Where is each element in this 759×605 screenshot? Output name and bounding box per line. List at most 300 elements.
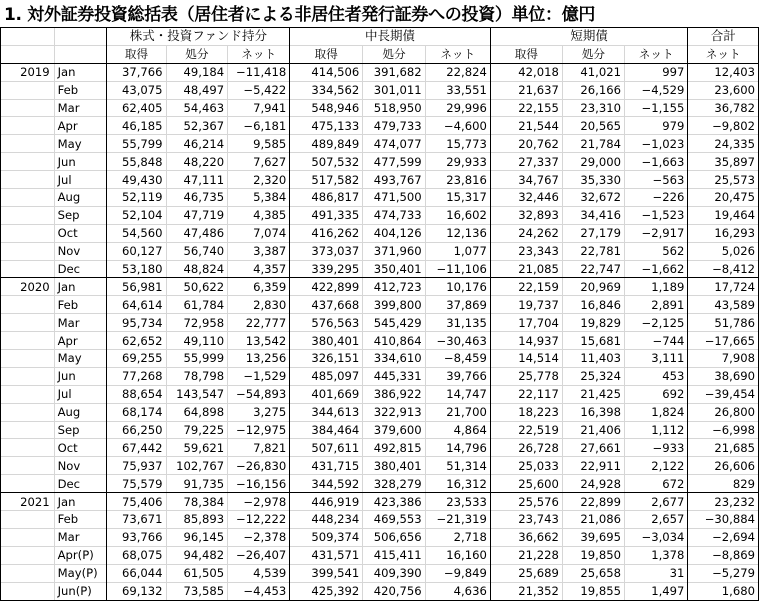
- cell-long-net: 4,636: [425, 582, 490, 600]
- cell-stocks-disposal: 46,214: [166, 135, 228, 153]
- cell-long-disposal: 492,815: [363, 439, 425, 457]
- cell-total-net: 36,782: [688, 99, 759, 117]
- cell-total-net: 20,475: [688, 189, 759, 207]
- cell-short-net: 979: [624, 117, 687, 135]
- cell-long-net: 33,551: [425, 81, 490, 99]
- cell-short-acquisition: 21,085: [490, 260, 562, 278]
- cell-long-net: 12,136: [425, 224, 490, 242]
- cell-short-net: −4,529: [624, 81, 687, 99]
- table-row: [1, 117, 759, 135]
- cell-short-net: 562: [624, 242, 687, 260]
- cell-short-net: 31: [624, 564, 687, 582]
- table-row: [1, 278, 759, 296]
- cell-long-net: 4,864: [425, 421, 490, 439]
- cell-long-acquisition: 517,582: [290, 171, 363, 189]
- cell-stocks-acquisition: 68,075: [107, 546, 166, 564]
- cell-short-net: −3,034: [624, 528, 687, 546]
- table-row: [1, 260, 759, 278]
- cell-stocks-disposal: 73,585: [166, 582, 228, 600]
- table-row: [1, 528, 759, 546]
- cell-short-acquisition: 22,159: [490, 278, 562, 296]
- month-cell: May(P): [54, 564, 107, 582]
- cell-stocks-acquisition: 69,132: [107, 582, 166, 600]
- sub-header-long-net: ネット: [425, 45, 490, 63]
- cell-short-acquisition: 25,033: [490, 457, 562, 475]
- month-cell: Jan: [54, 278, 107, 296]
- year-cell: [1, 242, 55, 260]
- cell-long-net: 14,796: [425, 439, 490, 457]
- table-row: [1, 403, 759, 421]
- cell-total-net: −30,884: [688, 511, 759, 529]
- cell-stocks-disposal: 61,784: [166, 296, 228, 314]
- cell-long-net: 1,077: [425, 242, 490, 260]
- table-title: 1. 対外証券投資総括表（居住者による非居住者発行証券への投資）単位：億円: [4, 5, 596, 25]
- table-row: [1, 153, 759, 171]
- year-cell: 2020: [1, 278, 55, 296]
- table-row: [1, 564, 759, 582]
- cell-short-disposal: 20,565: [562, 117, 624, 135]
- cell-total-net: 829: [688, 475, 759, 493]
- cell-short-disposal: 16,846: [562, 296, 624, 314]
- cell-total-net: 26,606: [688, 457, 759, 475]
- cell-long-net: 2,718: [425, 528, 490, 546]
- year-cell: [1, 296, 55, 314]
- cell-long-disposal: 412,723: [363, 278, 425, 296]
- sub-header-long-acquisition: 取得: [290, 45, 363, 63]
- cell-long-net: 29,933: [425, 153, 490, 171]
- year-cell: [1, 385, 55, 403]
- cell-stocks-acquisition: 55,799: [107, 135, 166, 153]
- cell-stocks-disposal: 56,740: [166, 242, 228, 260]
- header-blank: [54, 45, 107, 63]
- cell-stocks-net: 2,320: [228, 171, 290, 189]
- month-cell: Apr: [54, 117, 107, 135]
- cell-short-disposal: 26,166: [562, 81, 624, 99]
- cell-short-net: 2,677: [624, 493, 687, 511]
- cell-short-disposal: 27,661: [562, 439, 624, 457]
- cell-long-disposal: 469,553: [363, 511, 425, 529]
- cell-short-acquisition: 32,893: [490, 206, 562, 224]
- cell-short-net: 453: [624, 367, 687, 385]
- cell-short-net: −1,023: [624, 135, 687, 153]
- month-cell: Dec: [54, 475, 107, 493]
- cell-long-net: 16,160: [425, 546, 490, 564]
- year-cell: [1, 224, 55, 242]
- table-row: [1, 475, 759, 493]
- year-cell: [1, 332, 55, 350]
- cell-stocks-disposal: 48,497: [166, 81, 228, 99]
- cell-stocks-disposal: 47,719: [166, 206, 228, 224]
- cell-long-acquisition: 326,151: [290, 350, 363, 368]
- group-header-stocks: 株式・投資ファンド持分: [107, 28, 290, 46]
- cell-long-acquisition: 509,374: [290, 528, 363, 546]
- cell-total-net: 24,335: [688, 135, 759, 153]
- cell-stocks-acquisition: 62,652: [107, 332, 166, 350]
- cell-stocks-net: −11,418: [228, 63, 290, 81]
- sub-header-stocks-acquisition: 取得: [107, 45, 166, 63]
- cell-short-acquisition: 24,262: [490, 224, 562, 242]
- cell-total-net: −17,665: [688, 332, 759, 350]
- cell-short-acquisition: 14,514: [490, 350, 562, 368]
- cell-short-net: 997: [624, 63, 687, 81]
- cell-short-disposal: 27,179: [562, 224, 624, 242]
- cell-stocks-disposal: 91,735: [166, 475, 228, 493]
- sub-header-short-acquisition: 取得: [490, 45, 562, 63]
- cell-stocks-disposal: 102,767: [166, 457, 228, 475]
- table-row: [1, 135, 759, 153]
- table-row: [1, 99, 759, 117]
- cell-stocks-net: 4,357: [228, 260, 290, 278]
- cell-long-acquisition: 425,392: [290, 582, 363, 600]
- cell-stocks-acquisition: 95,734: [107, 314, 166, 332]
- table-row: [1, 350, 759, 368]
- cell-stocks-net: 6,359: [228, 278, 290, 296]
- cell-long-net: −9,849: [425, 564, 490, 582]
- cell-long-acquisition: 380,401: [290, 332, 363, 350]
- cell-long-acquisition: 373,037: [290, 242, 363, 260]
- header-blank: [1, 28, 55, 46]
- month-cell: Nov: [54, 457, 107, 475]
- year-cell: [1, 367, 55, 385]
- cell-long-disposal: 380,401: [363, 457, 425, 475]
- cell-stocks-net: 7,821: [228, 439, 290, 457]
- cell-short-disposal: 25,658: [562, 564, 624, 582]
- month-cell: Sep: [54, 206, 107, 224]
- cell-short-disposal: 22,911: [562, 457, 624, 475]
- month-cell: Feb: [54, 296, 107, 314]
- cell-short-disposal: 22,747: [562, 260, 624, 278]
- cell-stocks-disposal: 47,486: [166, 224, 228, 242]
- cell-stocks-acquisition: 88,654: [107, 385, 166, 403]
- cell-stocks-disposal: 48,824: [166, 260, 228, 278]
- cell-stocks-net: −16,156: [228, 475, 290, 493]
- cell-total-net: 19,464: [688, 206, 759, 224]
- month-cell: Mar: [54, 314, 107, 332]
- table-row: [1, 493, 759, 511]
- cell-short-acquisition: 17,704: [490, 314, 562, 332]
- cell-long-acquisition: 486,817: [290, 189, 363, 207]
- sub-header-short-net: ネット: [624, 45, 687, 63]
- cell-total-net: 51,786: [688, 314, 759, 332]
- cell-short-acquisition: 25,576: [490, 493, 562, 511]
- sub-header-stocks-net: ネット: [228, 45, 290, 63]
- cell-stocks-acquisition: 52,104: [107, 206, 166, 224]
- cell-stocks-acquisition: 43,075: [107, 81, 166, 99]
- cell-long-net: 39,766: [425, 367, 490, 385]
- cell-short-net: 3,111: [624, 350, 687, 368]
- month-cell: Jul: [54, 385, 107, 403]
- cell-short-disposal: 23,310: [562, 99, 624, 117]
- cell-stocks-acquisition: 56,981: [107, 278, 166, 296]
- cell-stocks-net: 3,387: [228, 242, 290, 260]
- cell-long-net: 15,317: [425, 189, 490, 207]
- cell-short-acquisition: 21,352: [490, 582, 562, 600]
- cell-long-net: 16,602: [425, 206, 490, 224]
- month-cell: Jan: [54, 493, 107, 511]
- cell-short-disposal: 21,784: [562, 135, 624, 153]
- cell-short-net: 1,497: [624, 582, 687, 600]
- sub-header-total-net: ネット: [688, 45, 759, 63]
- cell-short-net: 692: [624, 385, 687, 403]
- cell-short-acquisition: 25,600: [490, 475, 562, 493]
- month-cell: May: [54, 135, 107, 153]
- cell-short-net: −2,125: [624, 314, 687, 332]
- month-cell: Nov: [54, 242, 107, 260]
- cell-stocks-acquisition: 73,671: [107, 511, 166, 529]
- table-row: [1, 582, 759, 600]
- cell-stocks-acquisition: 75,406: [107, 493, 166, 511]
- cell-short-acquisition: 21,544: [490, 117, 562, 135]
- year-cell: [1, 582, 55, 600]
- cell-short-acquisition: 34,767: [490, 171, 562, 189]
- cell-stocks-net: 7,074: [228, 224, 290, 242]
- cell-short-net: −2,917: [624, 224, 687, 242]
- cell-short-acquisition: 19,737: [490, 296, 562, 314]
- year-cell: [1, 457, 55, 475]
- cell-short-net: −744: [624, 332, 687, 350]
- cell-stocks-disposal: 78,384: [166, 493, 228, 511]
- sub-header-stocks-disposal: 処分: [166, 45, 228, 63]
- cell-stocks-acquisition: 55,848: [107, 153, 166, 171]
- cell-short-disposal: 22,781: [562, 242, 624, 260]
- cell-long-disposal: 474,077: [363, 135, 425, 153]
- cell-short-disposal: 20,969: [562, 278, 624, 296]
- table-row: [1, 546, 759, 564]
- cell-long-acquisition: 548,946: [290, 99, 363, 117]
- cell-total-net: 12,403: [688, 63, 759, 81]
- cell-long-net: 29,996: [425, 99, 490, 117]
- cell-total-net: 1,680: [688, 582, 759, 600]
- cell-short-acquisition: 42,018: [490, 63, 562, 81]
- cell-short-net: 2,657: [624, 511, 687, 529]
- cell-long-disposal: 420,756: [363, 582, 425, 600]
- month-cell: Oct: [54, 439, 107, 457]
- table-row: [1, 511, 759, 529]
- cell-short-disposal: 11,403: [562, 350, 624, 368]
- cell-total-net: 5,026: [688, 242, 759, 260]
- cell-long-acquisition: 334,562: [290, 81, 363, 99]
- cell-stocks-disposal: 59,621: [166, 439, 228, 457]
- cell-stocks-acquisition: 68,174: [107, 403, 166, 421]
- month-cell: Mar: [54, 99, 107, 117]
- table-row: [1, 242, 759, 260]
- cell-long-acquisition: 431,571: [290, 546, 363, 564]
- cell-long-acquisition: 344,613: [290, 403, 363, 421]
- table-row: [1, 81, 759, 99]
- month-cell: Aug: [54, 403, 107, 421]
- cell-total-net: 16,293: [688, 224, 759, 242]
- cell-stocks-net: −6,181: [228, 117, 290, 135]
- cell-stocks-acquisition: 67,442: [107, 439, 166, 457]
- table-row: [1, 224, 759, 242]
- year-cell: [1, 511, 55, 529]
- month-cell: Jun: [54, 153, 107, 171]
- cell-stocks-net: 7,941: [228, 99, 290, 117]
- cell-long-disposal: 477,599: [363, 153, 425, 171]
- month-cell: Feb: [54, 511, 107, 529]
- month-cell: Apr(P): [54, 546, 107, 564]
- cell-stocks-acquisition: 49,430: [107, 171, 166, 189]
- cell-short-disposal: 21,425: [562, 385, 624, 403]
- cell-stocks-net: 7,627: [228, 153, 290, 171]
- cell-long-acquisition: 448,234: [290, 511, 363, 529]
- cell-short-net: 1,112: [624, 421, 687, 439]
- cell-long-acquisition: 431,715: [290, 457, 363, 475]
- cell-long-acquisition: 399,541: [290, 564, 363, 582]
- cell-stocks-disposal: 48,220: [166, 153, 228, 171]
- cell-total-net: −8,412: [688, 260, 759, 278]
- cell-stocks-acquisition: 93,766: [107, 528, 166, 546]
- cell-stocks-disposal: 64,898: [166, 403, 228, 421]
- sub-header-short-disposal: 処分: [562, 45, 624, 63]
- cell-total-net: −5,279: [688, 564, 759, 582]
- cell-stocks-net: 2,830: [228, 296, 290, 314]
- cell-long-acquisition: 384,464: [290, 421, 363, 439]
- cell-stocks-disposal: 47,111: [166, 171, 228, 189]
- cell-long-acquisition: 422,899: [290, 278, 363, 296]
- cell-total-net: −39,454: [688, 385, 759, 403]
- table-row: [1, 367, 759, 385]
- cell-short-net: 672: [624, 475, 687, 493]
- cell-short-acquisition: 20,762: [490, 135, 562, 153]
- year-cell: [1, 528, 55, 546]
- cell-total-net: 23,600: [688, 81, 759, 99]
- group-header-short-term-bonds: 短期債: [490, 28, 688, 46]
- month-cell: May: [54, 350, 107, 368]
- cell-long-acquisition: 491,335: [290, 206, 363, 224]
- cell-short-net: −226: [624, 189, 687, 207]
- cell-short-net: −1,523: [624, 206, 687, 224]
- cell-long-disposal: 391,682: [363, 63, 425, 81]
- cell-stocks-net: −12,222: [228, 511, 290, 529]
- cell-stocks-disposal: 55,999: [166, 350, 228, 368]
- cell-long-disposal: 493,767: [363, 171, 425, 189]
- cell-long-acquisition: 414,506: [290, 63, 363, 81]
- cell-total-net: 26,800: [688, 403, 759, 421]
- cell-short-acquisition: 25,778: [490, 367, 562, 385]
- cell-stocks-net: −5,422: [228, 81, 290, 99]
- group-header-total: 合計: [688, 28, 759, 46]
- cell-long-acquisition: 437,668: [290, 296, 363, 314]
- cell-short-acquisition: 23,743: [490, 511, 562, 529]
- cell-long-disposal: 471,500: [363, 189, 425, 207]
- cell-short-acquisition: 26,728: [490, 439, 562, 457]
- cell-stocks-disposal: 50,622: [166, 278, 228, 296]
- cell-short-acquisition: 25,689: [490, 564, 562, 582]
- cell-stocks-acquisition: 53,180: [107, 260, 166, 278]
- cell-long-acquisition: 475,133: [290, 117, 363, 135]
- cell-stocks-acquisition: 66,044: [107, 564, 166, 582]
- table-row: [1, 189, 759, 207]
- cell-long-disposal: 328,279: [363, 475, 425, 493]
- year-cell: [1, 153, 55, 171]
- cell-short-acquisition: 32,446: [490, 189, 562, 207]
- cell-long-net: −11,106: [425, 260, 490, 278]
- year-cell: [1, 314, 55, 332]
- cell-short-acquisition: 14,937: [490, 332, 562, 350]
- cell-long-disposal: 334,610: [363, 350, 425, 368]
- cell-total-net: 21,685: [688, 439, 759, 457]
- year-cell: 2021: [1, 493, 55, 511]
- cell-stocks-acquisition: 64,614: [107, 296, 166, 314]
- cell-long-acquisition: 507,611: [290, 439, 363, 457]
- cell-stocks-net: 13,256: [228, 350, 290, 368]
- cell-short-net: 2,891: [624, 296, 687, 314]
- year-cell: [1, 439, 55, 457]
- cell-long-disposal: 545,429: [363, 314, 425, 332]
- cell-short-acquisition: 27,337: [490, 153, 562, 171]
- month-cell: Sep: [54, 421, 107, 439]
- cell-short-acquisition: 21,228: [490, 546, 562, 564]
- cell-long-disposal: 474,733: [363, 206, 425, 224]
- cell-short-disposal: 16,398: [562, 403, 624, 421]
- cell-stocks-disposal: 72,958: [166, 314, 228, 332]
- cell-short-disposal: 24,928: [562, 475, 624, 493]
- table-row: [1, 296, 759, 314]
- cell-long-disposal: 423,386: [363, 493, 425, 511]
- year-cell: [1, 260, 55, 278]
- cell-long-disposal: 445,331: [363, 367, 425, 385]
- table-row: [1, 457, 759, 475]
- cell-long-disposal: 386,922: [363, 385, 425, 403]
- month-cell: Apr: [54, 332, 107, 350]
- cell-stocks-net: −12,975: [228, 421, 290, 439]
- cell-long-acquisition: 339,295: [290, 260, 363, 278]
- year-cell: [1, 81, 55, 99]
- securities-investment-table: [0, 27, 759, 601]
- year-cell: [1, 564, 55, 582]
- cell-stocks-net: 4,539: [228, 564, 290, 582]
- cell-total-net: 38,690: [688, 367, 759, 385]
- cell-stocks-disposal: 61,505: [166, 564, 228, 582]
- month-cell: Jan: [54, 63, 107, 81]
- cell-total-net: −6,998: [688, 421, 759, 439]
- cell-long-disposal: 404,126: [363, 224, 425, 242]
- cell-stocks-net: −4,453: [228, 582, 290, 600]
- table-row: [1, 314, 759, 332]
- cell-stocks-disposal: 79,225: [166, 421, 228, 439]
- year-cell: [1, 135, 55, 153]
- cell-total-net: −9,802: [688, 117, 759, 135]
- cell-short-net: 1,824: [624, 403, 687, 421]
- cell-total-net: −8,869: [688, 546, 759, 564]
- month-cell: Aug: [54, 189, 107, 207]
- month-cell: Jun(P): [54, 582, 107, 600]
- cell-stocks-net: 22,777: [228, 314, 290, 332]
- cell-short-disposal: 39,695: [562, 528, 624, 546]
- cell-stocks-disposal: 46,735: [166, 189, 228, 207]
- cell-long-net: 51,314: [425, 457, 490, 475]
- cell-long-disposal: 399,800: [363, 296, 425, 314]
- month-cell: Feb: [54, 81, 107, 99]
- sub-header-row: [1, 45, 759, 63]
- cell-stocks-net: −54,893: [228, 385, 290, 403]
- cell-stocks-disposal: 52,367: [166, 117, 228, 135]
- cell-long-acquisition: 576,563: [290, 314, 363, 332]
- cell-stocks-acquisition: 46,185: [107, 117, 166, 135]
- month-cell: Mar: [54, 528, 107, 546]
- table-row: [1, 421, 759, 439]
- cell-long-net: 23,533: [425, 493, 490, 511]
- table-row: [1, 206, 759, 224]
- cell-stocks-net: 5,384: [228, 189, 290, 207]
- cell-long-net: 31,135: [425, 314, 490, 332]
- cell-long-disposal: 479,733: [363, 117, 425, 135]
- cell-short-disposal: 19,829: [562, 314, 624, 332]
- cell-total-net: 23,232: [688, 493, 759, 511]
- month-cell: Dec: [54, 260, 107, 278]
- table-row: [1, 63, 759, 81]
